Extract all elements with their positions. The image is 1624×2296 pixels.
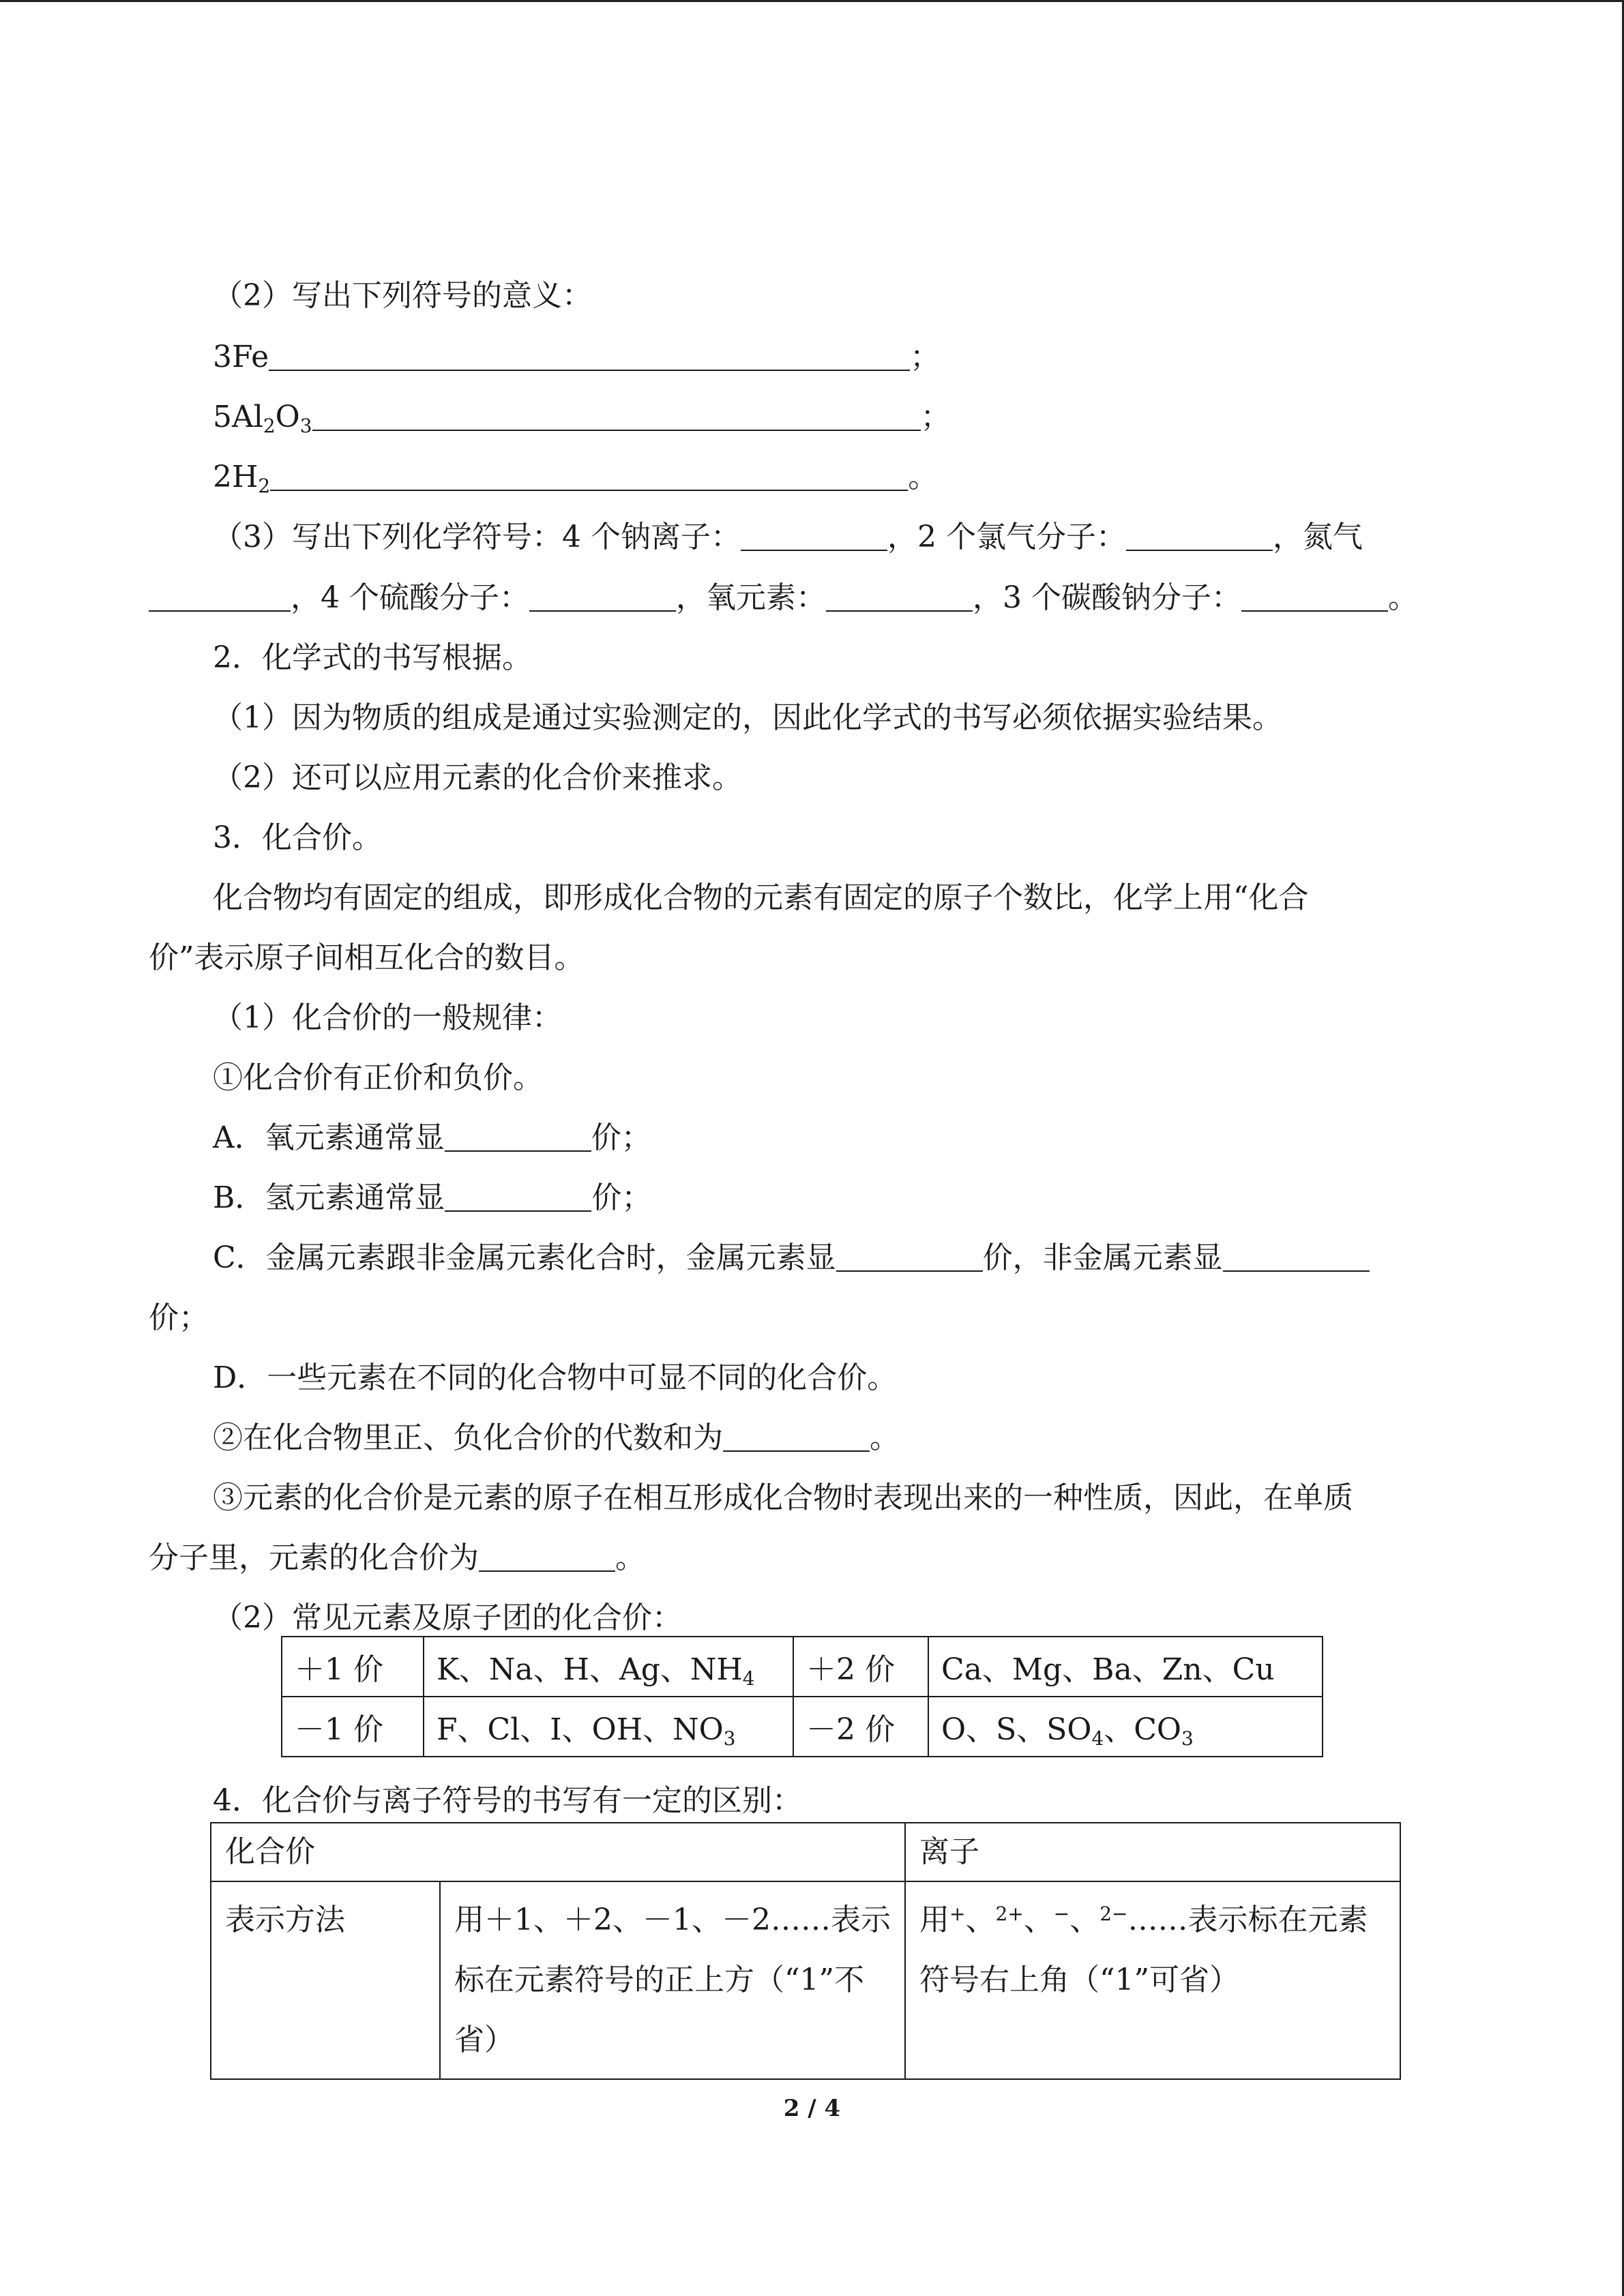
answer-blank[interactable] xyxy=(836,1240,983,1272)
q2-item-3fe: 3Fe ； xyxy=(213,340,941,374)
valence-label: ＋1 价 xyxy=(282,1637,424,1697)
rule2: ②在化合物里正、负化合价的代数和为 。 xyxy=(213,1420,900,1455)
answer-blank[interactable] xyxy=(445,1180,591,1212)
answer-blank[interactable] xyxy=(445,1120,591,1152)
q2-title: （2）写出下列符号的意义： xyxy=(213,278,592,313)
table-row xyxy=(211,1881,1400,2079)
answer-blank[interactable] xyxy=(1241,580,1388,612)
q2-item-5al2o3: $5Al_2O_3$ ； xyxy=(213,400,951,437)
common-valence-title: （2）常见元素及原子团的化合价： xyxy=(213,1600,682,1635)
valence-table xyxy=(281,1636,1323,1757)
answer-blank[interactable] xyxy=(1223,1240,1370,1272)
answer-blank[interactable] xyxy=(529,580,676,612)
answer-blank[interactable] xyxy=(479,1540,615,1572)
rule-d: D．一些元素在不同的化合物中可显不同的化合价。 xyxy=(213,1360,898,1395)
valence-label: －1 价 xyxy=(282,1697,424,1757)
rule3-line1: ③元素的化合价是元素的原子在相互形成化合物时表现出来的一种性质，因此，在单质 xyxy=(213,1480,1353,1515)
rule1: ①化合价有正价和负价。 xyxy=(213,1060,543,1095)
valence-elements: F、Cl、I、OH、$NO_3$ xyxy=(424,1697,793,1757)
valence-elements: K、Na、H、Ag、$NH_4$ xyxy=(424,1637,793,1697)
valence-method: 用＋1、＋2、－1、－2……表示标在元素符号的正上方（“1”不省） xyxy=(440,1881,905,2079)
header-valence: 化合价 xyxy=(211,1823,905,1881)
valence-label: －2 价 xyxy=(793,1697,928,1757)
section3-title: 3．化合价。 xyxy=(213,820,382,855)
answer-blank[interactable] xyxy=(741,520,887,551)
table-row xyxy=(282,1697,1323,1757)
section3-intro-line1: 化合物均有固定的组成，即形成化合物的元素有固定的原子个数比，化学上用“化合 xyxy=(213,880,1309,915)
q2-item-2h2: $2H_2$ 。 xyxy=(213,460,939,497)
section2-p2: （2）还可以应用元素的化合价来推求。 xyxy=(213,760,742,795)
q3-line1: （3）写出下列化学符号：4 个钠离子： ，2 个氯气分子： ，氮气 xyxy=(213,520,1363,554)
page-border-top xyxy=(0,0,1624,2)
page-number: 2 / 4 xyxy=(783,2095,841,2122)
table-row xyxy=(211,1823,1400,1881)
section2-p1: （1）因为物质的组成是通过实验测定的，因此化学式的书写必须依据实验结果。 xyxy=(213,700,1282,735)
rule-c-end: 价； xyxy=(149,1300,209,1335)
valence-elements: O、S、$SO_4$、$CO_3$ xyxy=(928,1697,1323,1757)
header-ion: 离子 xyxy=(905,1823,1400,1881)
rule-b: B．氢元素通常显 价； xyxy=(213,1180,652,1215)
answer-blank[interactable] xyxy=(723,1420,870,1452)
answer-blank[interactable] xyxy=(149,580,291,612)
section2-title: 2．化学式的书写根据。 xyxy=(213,640,532,675)
answer-blank[interactable] xyxy=(1126,520,1273,551)
answer-blank[interactable] xyxy=(270,460,908,491)
comparison-table xyxy=(210,1822,1401,2080)
section4-title: 4．化合价与离子符号的书写有一定的区别： xyxy=(213,1783,802,1818)
table-row xyxy=(282,1637,1323,1697)
answer-blank[interactable] xyxy=(269,340,910,371)
row-label: 表示方法 xyxy=(211,1881,440,2079)
q3-line2: ，4 个硫酸分子： ，氧元素： ，3 个碳酸钠分子： 。 xyxy=(149,578,1418,618)
valence-label: ＋2 价 xyxy=(793,1637,928,1697)
symbol-3fe: 3Fe xyxy=(213,340,269,374)
valence-elements: Ca、Mg、Ba、Zn、Cu xyxy=(928,1637,1323,1697)
rule3-line2: 分子里，元素的化合价为 。 xyxy=(149,1540,645,1575)
answer-blank[interactable] xyxy=(312,400,921,431)
ion-method: 用+、$^{2+}$、−、$^{2-}$……表示标在元素符号右上角（“1”可省） xyxy=(905,1881,1400,2079)
section3-intro-line2: 价”表示原子间相互化合的数目。 xyxy=(149,940,585,975)
rule-a: A．氧元素通常显 价； xyxy=(213,1120,651,1155)
rules-title: （1）化合价的一般规律： xyxy=(213,1000,562,1035)
rule-c: C．金属元素跟非金属元素化合时，金属元素显 价，非金属元素显 xyxy=(213,1238,1370,1279)
answer-blank[interactable] xyxy=(826,580,973,612)
